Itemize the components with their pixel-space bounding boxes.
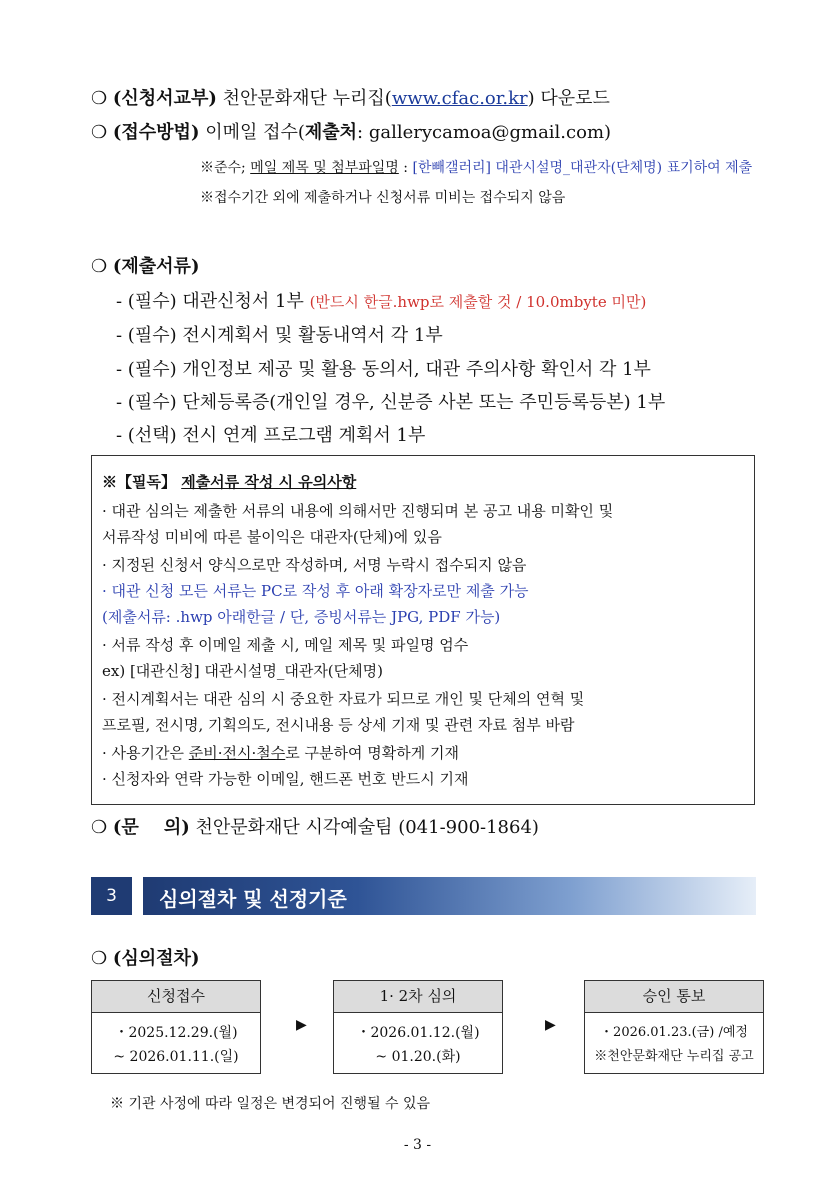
- process-step-review: [333, 980, 503, 1074]
- notice-box: [91, 455, 755, 805]
- note-email-title: [200, 157, 752, 177]
- document-item: - (필수) 단체등록증(개인일 경우, 신분증 사본 또는 주민등록등본) 1부: [116, 392, 666, 413]
- process-step-application: [91, 980, 261, 1074]
- document-item: - (필수) 개인정보 제공 및 활용 동의서, 대관 주의사항 확인서 각 1부: [116, 359, 651, 380]
- submission-method-text: 이메일 접수(: [199, 122, 305, 143]
- arrow-right-icon: ▶: [545, 1017, 556, 1033]
- document-item-note: (반드시 한글.hwp로 제출할 것 / 10.0mbyte 미만): [309, 293, 647, 311]
- inquiry-text: 천안문화재단 시각예술팀 (041-900-1864): [189, 817, 539, 838]
- section-title-bar: [143, 877, 756, 915]
- section-title: 심의절차 및 선정기준: [159, 887, 347, 911]
- process-step-body: [585, 1013, 763, 1069]
- notice-title-prefix: ※【필독】: [102, 473, 182, 491]
- document-item: - (선택) 전시 연계 프로그램 계획서 1부: [116, 425, 426, 446]
- section-header: [91, 877, 756, 915]
- procedure-heading: [91, 944, 199, 970]
- document-item: [116, 287, 646, 313]
- process-step-date: ・2026.01.23.(금) /예정: [600, 1025, 748, 1040]
- circle-bullet-icon: ❍: [91, 88, 108, 109]
- notice-title-text: 제출서류 작성 시 유의사항: [181, 473, 357, 491]
- circle-bullet-icon: ❍: [91, 817, 108, 838]
- process-step-body: [334, 1013, 502, 1069]
- process-step-body: [92, 1013, 260, 1069]
- notice-line: · 대관 심의는 제출한 서류의 내용에 의해서만 진행되며 본 공고 내용 미확인 및: [102, 502, 614, 520]
- note-colon: :: [398, 160, 413, 176]
- application-form-label: (신청서교부): [112, 88, 217, 109]
- notice-title: [102, 471, 356, 492]
- website-link[interactable]: www.cfac.or.kr: [391, 88, 528, 109]
- submission-method-line: [91, 118, 611, 144]
- inquiry-line: [91, 813, 539, 839]
- notice-line: · 서류 작성 후 이메일 제출 시, 메일 제목 및 파일명 엄수: [102, 636, 469, 654]
- notice-line: · 신청자와 연락 가능한 이메일, 핸드폰 번호 반드시 기재: [102, 770, 469, 788]
- submission-recipient-label: 제출처: [304, 122, 358, 143]
- notice-line: · 전시계획서는 대관 심의 시 중요한 자료가 되므로 개인 및 단체의 연혁 및: [102, 690, 585, 708]
- process-step-date: ・2025.12.29.(월): [114, 1025, 238, 1041]
- section-number: 3: [91, 877, 132, 915]
- documents-heading-text: (제출서류): [112, 256, 200, 277]
- notice-usage-line: [102, 742, 459, 763]
- circle-bullet-icon: ❍: [91, 256, 108, 277]
- submission-method-label: (접수방법): [112, 122, 200, 143]
- process-step-note: ※천안문화재단 누리집 공고: [594, 1049, 754, 1064]
- submission-email: : gallerycamoa@gmail.com): [357, 122, 612, 143]
- page-number: - 3 -: [403, 1137, 432, 1153]
- note-format: [한빼갤러리] 대관시설명_대관자(단체명) 표기하여 제출: [412, 160, 753, 176]
- process-step-title: 1· 2차 심의: [334, 981, 502, 1013]
- process-step-approval: [584, 980, 764, 1074]
- circle-bullet-icon: ❍: [91, 948, 108, 969]
- note-underlined: 메일 제목 및 첨부파일명: [250, 160, 399, 176]
- circle-bullet-icon: ❍: [91, 122, 108, 143]
- notice-line: 서류작성 미비에 따른 불이익은 대관자(단체)에 있음: [102, 528, 442, 546]
- procedure-heading-text: (심의절차): [112, 948, 200, 969]
- notice-line: · 대관 신청 모든 서류는 PC로 작성 후 아래 확장자로만 제출 가능: [102, 582, 529, 600]
- process-step-date: ・2026.01.12.(월): [356, 1025, 480, 1041]
- arrow-right-icon: ▶: [296, 1017, 307, 1033]
- document-item-text: - (필수) 대관신청서 1부: [116, 291, 310, 312]
- note-prefix: ※준수;: [200, 160, 251, 176]
- application-form-line: [91, 84, 610, 110]
- procedure-footnote: ※ 기관 사정에 따라 일정은 변경되어 진행될 수 있음: [110, 1096, 431, 1112]
- document-item: - (필수) 전시계획서 및 활동내역서 각 1부: [116, 325, 443, 346]
- note-deadline: ※접수기간 외에 제출하거나 신청서류 미비는 접수되지 않음: [200, 190, 566, 206]
- documents-heading: [91, 252, 199, 278]
- notice-line: · 지정된 신청서 양식으로만 작성하며, 서명 누락시 접수되지 않음: [102, 556, 527, 574]
- application-form-suffix: ) 다운로드: [527, 88, 610, 109]
- notice-line: ex) [대관신청] 대관시설명_대관자(단체명): [102, 662, 383, 680]
- notice-usage-prefix: · 사용기간은: [102, 744, 189, 762]
- process-step-title: 신청접수: [92, 981, 260, 1013]
- notice-usage-underlined: 준비·전시·철수: [188, 744, 286, 762]
- process-step-date: ~ 01.20.(화): [375, 1049, 461, 1065]
- notice-line: (제출서류: .hwp 아래한글 / 단, 증빙서류는 JPG, PDF 가능): [102, 608, 501, 626]
- notice-usage-suffix: 로 구분하여 명확하게 기재: [285, 744, 459, 762]
- notice-line: 프로필, 전시명, 기획의도, 전시내용 등 상세 기재 및 관련 자료 첨부 바람: [102, 716, 575, 734]
- process-step-date: ~ 2026.01.11.(일): [113, 1049, 239, 1065]
- application-form-text: 천안문화재단 누리집(: [216, 88, 392, 109]
- process-step-title: 승인 통보: [585, 981, 763, 1013]
- inquiry-label: (문 의): [112, 817, 190, 838]
